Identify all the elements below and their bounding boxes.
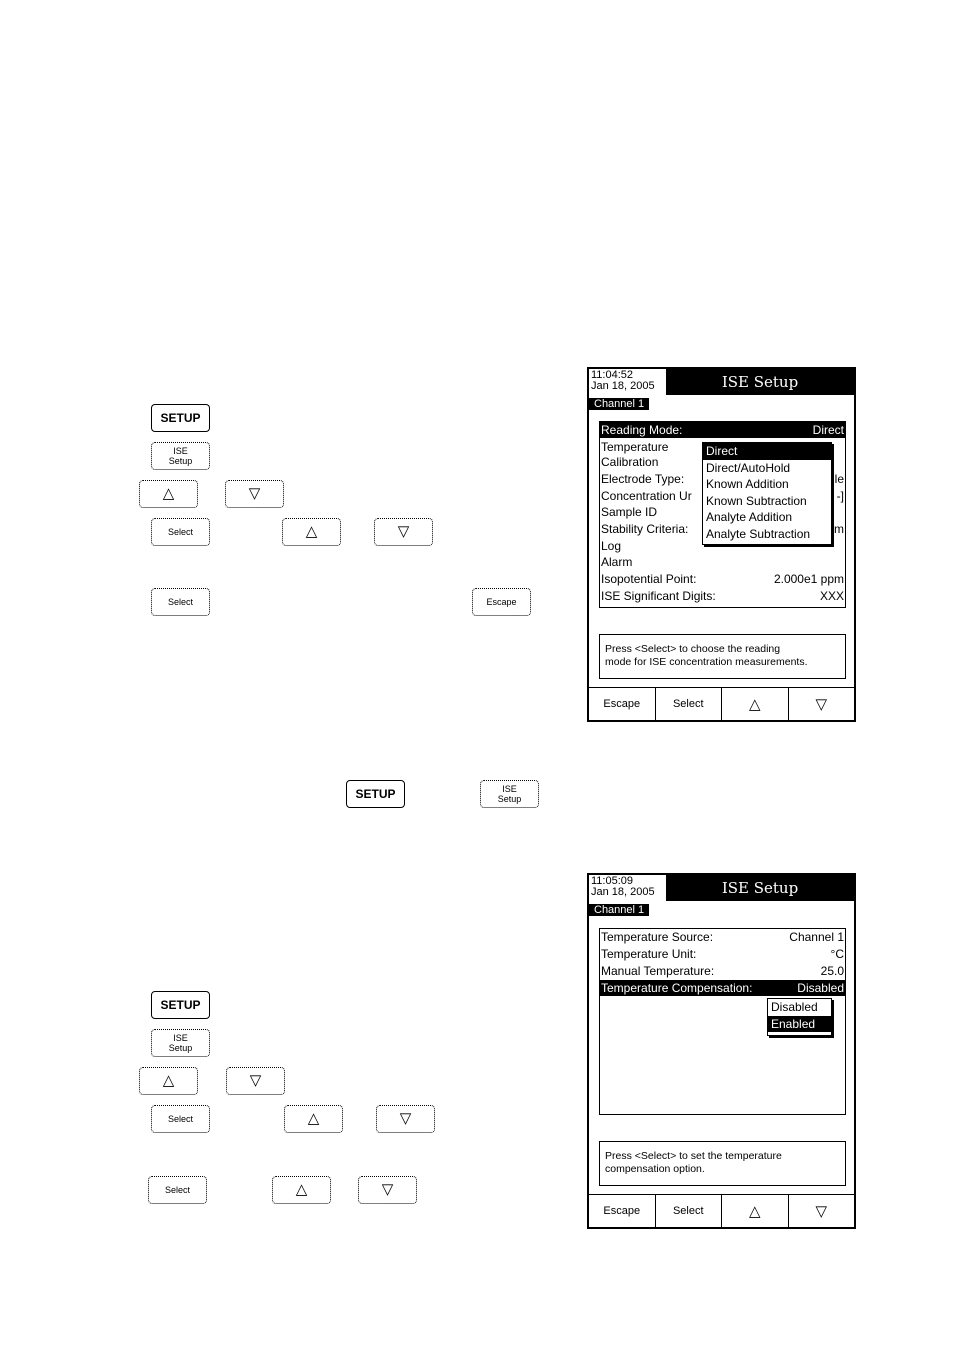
setting-row-temperature-compensation[interactable] <box>600 980 845 996</box>
ise-setup-key-line2: Setup <box>497 794 522 804</box>
clock-time: 11:05:09 <box>591 875 634 887</box>
ise-setup-key[interactable] <box>151 442 210 470</box>
dropdown-option-disabled[interactable]: Disabled <box>771 1000 818 1014</box>
setting-label: Temperature Compensation: <box>601 981 753 995</box>
softkey-escape[interactable]: Escape <box>603 698 641 710</box>
clock-date: Jan 18, 2005 <box>591 380 655 392</box>
setting-value: Direct <box>812 423 844 437</box>
help-text-line: mode for ISE concentration measurements. <box>605 656 808 668</box>
setting-row-ise-significant-digits[interactable] <box>600 588 845 604</box>
help-text-box <box>599 634 846 679</box>
ise-setup-key-line2: Setup <box>168 1043 193 1053</box>
setting-value: -] <box>836 489 844 503</box>
setting-row-isopotential-point[interactable] <box>600 571 845 587</box>
setting-label: Temperature <box>601 440 669 454</box>
help-text-line: compensation option. <box>605 1163 705 1175</box>
dropdown-option-analyte-addition[interactable]: Analyte Addition <box>706 510 793 524</box>
dropdown-option-enabled[interactable]: Enabled <box>768 1016 831 1033</box>
screen-title: ISE Setup <box>666 875 854 901</box>
setting-label: ISE Significant Digits: <box>601 589 716 603</box>
down-arrow-key[interactable]: ▽ <box>358 1176 417 1204</box>
setting-value: 2.000e1 ppm <box>773 572 844 586</box>
select-key[interactable]: Select <box>151 518 210 546</box>
clock <box>591 370 655 392</box>
clock <box>591 876 655 898</box>
setting-value: 25.0 <box>820 964 844 978</box>
setup-key[interactable]: SETUP <box>346 780 405 808</box>
up-arrow-key[interactable]: △ <box>284 1105 343 1133</box>
screen-title: ISE Setup <box>666 369 854 395</box>
softkey-select[interactable]: Select <box>655 688 722 720</box>
dropdown-option-direct-autohold[interactable]: Direct/AutoHold <box>706 460 791 475</box>
setting-value: m <box>834 522 844 536</box>
setting-label: Concentration Ur <box>601 489 692 503</box>
setting-label: Sample ID <box>601 505 658 519</box>
setting-label: Manual Temperature: <box>601 964 715 978</box>
dropdown-option-direct[interactable]: Direct <box>703 443 831 460</box>
softkey-down-arrow[interactable]: ▽ <box>788 1195 855 1227</box>
setting-value: le <box>834 472 844 486</box>
softkey-escape[interactable]: Escape <box>603 1205 641 1217</box>
softkey-up-arrow[interactable]: △ <box>721 688 788 720</box>
ise-setup-key-line1: ISE <box>173 446 188 456</box>
select-key[interactable]: Select <box>148 1176 207 1204</box>
ise-setup-screen-reading-mode <box>587 367 856 722</box>
ise-setup-key[interactable] <box>151 1029 210 1057</box>
help-text-box <box>599 1141 846 1186</box>
up-arrow-key[interactable]: △ <box>272 1176 331 1204</box>
up-arrow-key[interactable]: △ <box>282 518 341 546</box>
ise-setup-screen-temperature <box>587 873 856 1229</box>
help-text-line: Press <Select> to set the temperature <box>605 1150 782 1162</box>
down-arrow-key[interactable]: ▽ <box>374 518 433 546</box>
ise-setup-key-line1: ISE <box>173 1033 188 1043</box>
setting-value: XXX <box>819 589 844 603</box>
dropdown-option-known-addition[interactable]: Known Addition <box>706 477 789 491</box>
clock-date: Jan 18, 2005 <box>591 886 655 898</box>
ise-setup-key-line2: Setup <box>168 456 193 466</box>
setting-value: Channel 1 <box>789 930 844 944</box>
setting-value: °C <box>830 947 844 961</box>
setting-row-alarm[interactable] <box>600 554 845 570</box>
down-arrow-key[interactable]: ▽ <box>226 1067 285 1095</box>
clock-time: 11:04:52 <box>591 369 634 381</box>
setting-label: Stability Criteria: <box>601 522 689 536</box>
softkey-bar <box>589 1194 854 1227</box>
setting-label: Temperature Source: <box>601 930 714 944</box>
setting-label: Isopotential Point: <box>601 572 697 586</box>
ise-setup-key-line1: ISE <box>502 784 517 794</box>
setting-label: Calibration <box>601 455 659 469</box>
select-key[interactable]: Select <box>151 588 210 616</box>
setting-value: Disabled <box>797 981 844 995</box>
reading-mode-dropdown <box>702 442 832 545</box>
select-key[interactable]: Select <box>151 1105 210 1133</box>
setting-label: Reading Mode: <box>601 423 683 437</box>
channel-label: Channel 1 <box>589 398 649 410</box>
setting-label: Log <box>601 539 622 553</box>
softkey-up-arrow[interactable]: △ <box>721 1195 788 1227</box>
channel-label: Channel 1 <box>589 904 649 916</box>
ise-setup-key[interactable] <box>480 780 539 808</box>
setting-label: Alarm <box>601 555 633 569</box>
setting-row-temperature-source[interactable] <box>600 929 845 945</box>
setting-row-manual-temperature[interactable] <box>600 963 845 979</box>
setting-label: Electrode Type: <box>601 472 685 486</box>
up-arrow-key[interactable]: △ <box>139 480 198 508</box>
dropdown-option-known-subtraction[interactable]: Known Subtraction <box>706 493 807 508</box>
softkey-down-arrow[interactable]: ▽ <box>788 688 855 720</box>
setting-label: Temperature Unit: <box>601 947 697 961</box>
down-arrow-key[interactable]: ▽ <box>225 480 284 508</box>
escape-key[interactable]: Escape <box>472 588 531 616</box>
temperature-compensation-dropdown <box>767 998 832 1036</box>
setting-row-reading-mode[interactable] <box>600 422 845 438</box>
dropdown-option-analyte-subtraction[interactable]: Analyte Subtraction <box>706 526 811 541</box>
softkey-select[interactable]: Select <box>655 1195 722 1227</box>
setting-row-temperature-unit[interactable] <box>600 946 845 962</box>
up-arrow-key[interactable]: △ <box>139 1067 198 1095</box>
softkey-bar <box>589 687 854 720</box>
setup-key[interactable]: SETUP <box>151 404 210 432</box>
help-text-line: Press <Select> to choose the reading <box>605 643 781 655</box>
setup-key[interactable]: SETUP <box>151 991 210 1019</box>
down-arrow-key[interactable]: ▽ <box>376 1105 435 1133</box>
